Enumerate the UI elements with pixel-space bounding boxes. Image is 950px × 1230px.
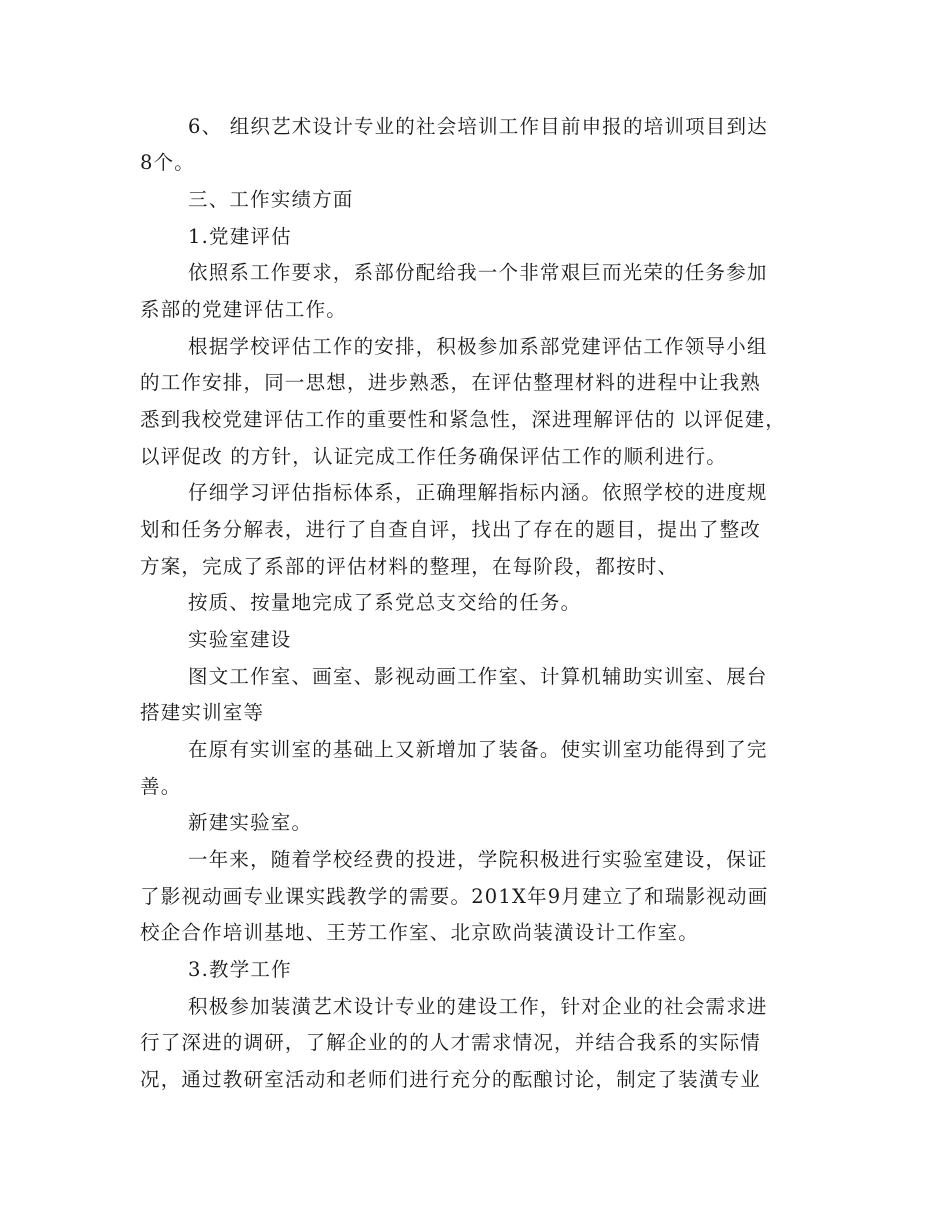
text-line: 依照系工作要求，系部份配给我一个非常艰巨而光荣的任务参加 [188, 261, 768, 284]
text-line: 划和任务分解表，进行了自查自评，找出了存在的题目，提出了整改 [140, 518, 762, 541]
text-line: 图文工作室、画室、影视动画工作室、计算机辅助实训室、展台 [188, 665, 768, 688]
text-line: 系部的党建评估工作。 [140, 298, 348, 321]
subsection-heading: 3.教学工作 [188, 958, 292, 981]
text-line: 新建实验室。 [188, 811, 313, 834]
text-line: 况，通过教研室活动和老师们进行充分的酝酿讨论，制定了装潢专业 [140, 1068, 762, 1091]
text-line: 8个。 [140, 151, 196, 174]
text-line: 以评促改 的方针，认证完成工作任务确保评估工作的顺利进行。 [140, 445, 727, 468]
text-line: 悉到我校党建评估工作的重要性和紧急性，深进理解评估的 以评促建， [140, 408, 786, 431]
text-line: 一年来，随着学校经费的投进，学院积极进行实验室建设，保证 [188, 848, 768, 871]
text-line: 根据学校评估工作的安排，积极参加系部党建评估工作领导小组 [188, 335, 768, 358]
text-line: 善。 [140, 775, 182, 798]
text-line: 行了深进的调研，了解企业的的人才需求情况，并结合我系的实际情 [140, 1031, 762, 1054]
section-heading: 三、工作实绩方面 [188, 188, 354, 211]
text-line: 校企合作培训基地、王芳工作室、北京欧尚装潢设计工作室。 [140, 921, 699, 944]
text-line: 方案，完成了系部的评估材料的整理，在每阶段，都按时、 [140, 555, 679, 578]
text-line: 了影视动画专业课实践教学的需要。201X年9月建立了和瑞影视动画 [140, 885, 769, 908]
text-line: 积极参加装潢艺术设计专业的建设工作，针对企业的社会需求进 [188, 995, 768, 1018]
subsection-heading: 实验室建设 [188, 628, 292, 651]
text-line: 的工作安排，同一思想，进步熟悉，在评估整理材料的进程中让我熟 [140, 371, 762, 394]
text-line: 6、 组织艺术设计专业的社会培训工作目前申报的培训项目到达 [188, 115, 768, 138]
text-line: 搭建实训室等 [140, 701, 265, 724]
text-line: 仔细学习评估指标体系，正确理解指标内涵。依照学校的进度规 [188, 481, 768, 504]
text-line: 在原有实训室的基础上又新增加了装备。使实训室功能得到了完 [188, 738, 768, 761]
subsection-heading: 1.党建评估 [188, 225, 292, 248]
text-line: 按质、按量地完成了系党总支交给的任务。 [188, 591, 582, 614]
